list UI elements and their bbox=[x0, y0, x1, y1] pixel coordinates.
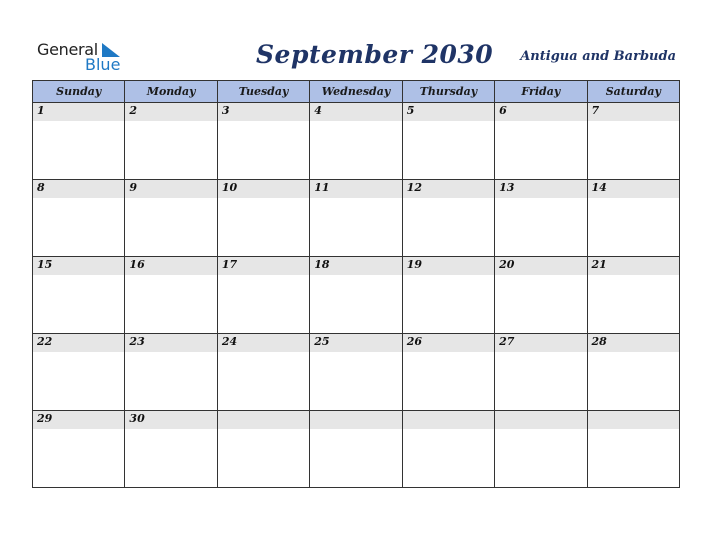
day-number: 16 bbox=[125, 257, 216, 275]
day-number: 20 bbox=[495, 257, 586, 275]
day-number: 5 bbox=[403, 103, 494, 121]
weekday-sunday: Sunday bbox=[33, 81, 125, 103]
day-cell bbox=[310, 180, 402, 257]
day-cell bbox=[125, 257, 217, 334]
day-number bbox=[495, 411, 586, 429]
day-number: 25 bbox=[310, 334, 401, 352]
day-cell bbox=[125, 334, 217, 411]
day-number: 24 bbox=[218, 334, 309, 352]
day-cell bbox=[495, 257, 587, 334]
day-number: 9 bbox=[125, 180, 216, 198]
day-cell bbox=[33, 103, 125, 180]
day-number: 22 bbox=[33, 334, 124, 352]
day-number: 1 bbox=[33, 103, 124, 121]
week-row-3 bbox=[33, 257, 680, 334]
day-number: 15 bbox=[33, 257, 124, 275]
day-number: 3 bbox=[218, 103, 309, 121]
day-number: 18 bbox=[310, 257, 401, 275]
day-cell bbox=[310, 334, 402, 411]
day-number: 13 bbox=[495, 180, 586, 198]
day-number: 8 bbox=[33, 180, 124, 198]
day-number: 14 bbox=[588, 180, 679, 198]
day-cell bbox=[402, 334, 494, 411]
day-number bbox=[218, 411, 309, 429]
calendar-grid bbox=[32, 80, 680, 488]
weekday-wednesday: Wednesday bbox=[310, 81, 402, 103]
day-cell bbox=[33, 257, 125, 334]
day-number: 19 bbox=[403, 257, 494, 275]
day-cell bbox=[587, 103, 679, 180]
day-cell bbox=[217, 411, 309, 488]
day-number: 21 bbox=[588, 257, 679, 275]
day-cell bbox=[217, 334, 309, 411]
day-cell bbox=[217, 257, 309, 334]
day-number: 6 bbox=[495, 103, 586, 121]
weekday-thursday: Thursday bbox=[402, 81, 494, 103]
day-cell bbox=[587, 180, 679, 257]
weekday-tuesday: Tuesday bbox=[217, 81, 309, 103]
day-cell bbox=[33, 411, 125, 488]
day-cell bbox=[125, 411, 217, 488]
day-number: 28 bbox=[588, 334, 679, 352]
day-number bbox=[403, 411, 494, 429]
country-label: Antigua and Barbuda bbox=[520, 49, 676, 64]
day-cell bbox=[310, 257, 402, 334]
day-cell bbox=[587, 334, 679, 411]
day-cell bbox=[495, 411, 587, 488]
day-number: 27 bbox=[495, 334, 586, 352]
week-row-4 bbox=[33, 334, 680, 411]
day-cell bbox=[495, 103, 587, 180]
day-cell bbox=[402, 411, 494, 488]
day-cell bbox=[310, 411, 402, 488]
weekday-friday: Friday bbox=[495, 81, 587, 103]
day-cell bbox=[125, 103, 217, 180]
weekday-monday: Monday bbox=[125, 81, 217, 103]
day-cell bbox=[587, 257, 679, 334]
day-number: 2 bbox=[125, 103, 216, 121]
day-number: 23 bbox=[125, 334, 216, 352]
day-cell bbox=[402, 180, 494, 257]
day-cell bbox=[33, 180, 125, 257]
day-cell bbox=[495, 180, 587, 257]
day-cell bbox=[495, 334, 587, 411]
week-row-5 bbox=[33, 411, 680, 488]
day-cell bbox=[587, 411, 679, 488]
day-number: 17 bbox=[218, 257, 309, 275]
day-cell bbox=[402, 103, 494, 180]
day-cell bbox=[217, 180, 309, 257]
day-number: 30 bbox=[125, 411, 216, 429]
day-number: 26 bbox=[403, 334, 494, 352]
day-number bbox=[588, 411, 679, 429]
day-number: 7 bbox=[588, 103, 679, 121]
logo-word-general: General bbox=[37, 40, 98, 59]
day-number: 4 bbox=[310, 103, 401, 121]
day-number bbox=[310, 411, 401, 429]
day-cell bbox=[125, 180, 217, 257]
day-number: 10 bbox=[218, 180, 309, 198]
generalblue-logo bbox=[37, 40, 127, 74]
day-number: 12 bbox=[403, 180, 494, 198]
day-number: 11 bbox=[310, 180, 401, 198]
day-number: 29 bbox=[33, 411, 124, 429]
week-row-1 bbox=[33, 103, 680, 180]
logo-word-blue: Blue bbox=[85, 55, 121, 74]
weekday-saturday: Saturday bbox=[587, 81, 679, 103]
weekday-header-row bbox=[33, 81, 680, 103]
day-cell bbox=[217, 103, 309, 180]
day-cell bbox=[33, 334, 125, 411]
day-cell bbox=[402, 257, 494, 334]
calendar-title: September 2030 bbox=[256, 40, 494, 69]
day-cell bbox=[310, 103, 402, 180]
week-row-2 bbox=[33, 180, 680, 257]
